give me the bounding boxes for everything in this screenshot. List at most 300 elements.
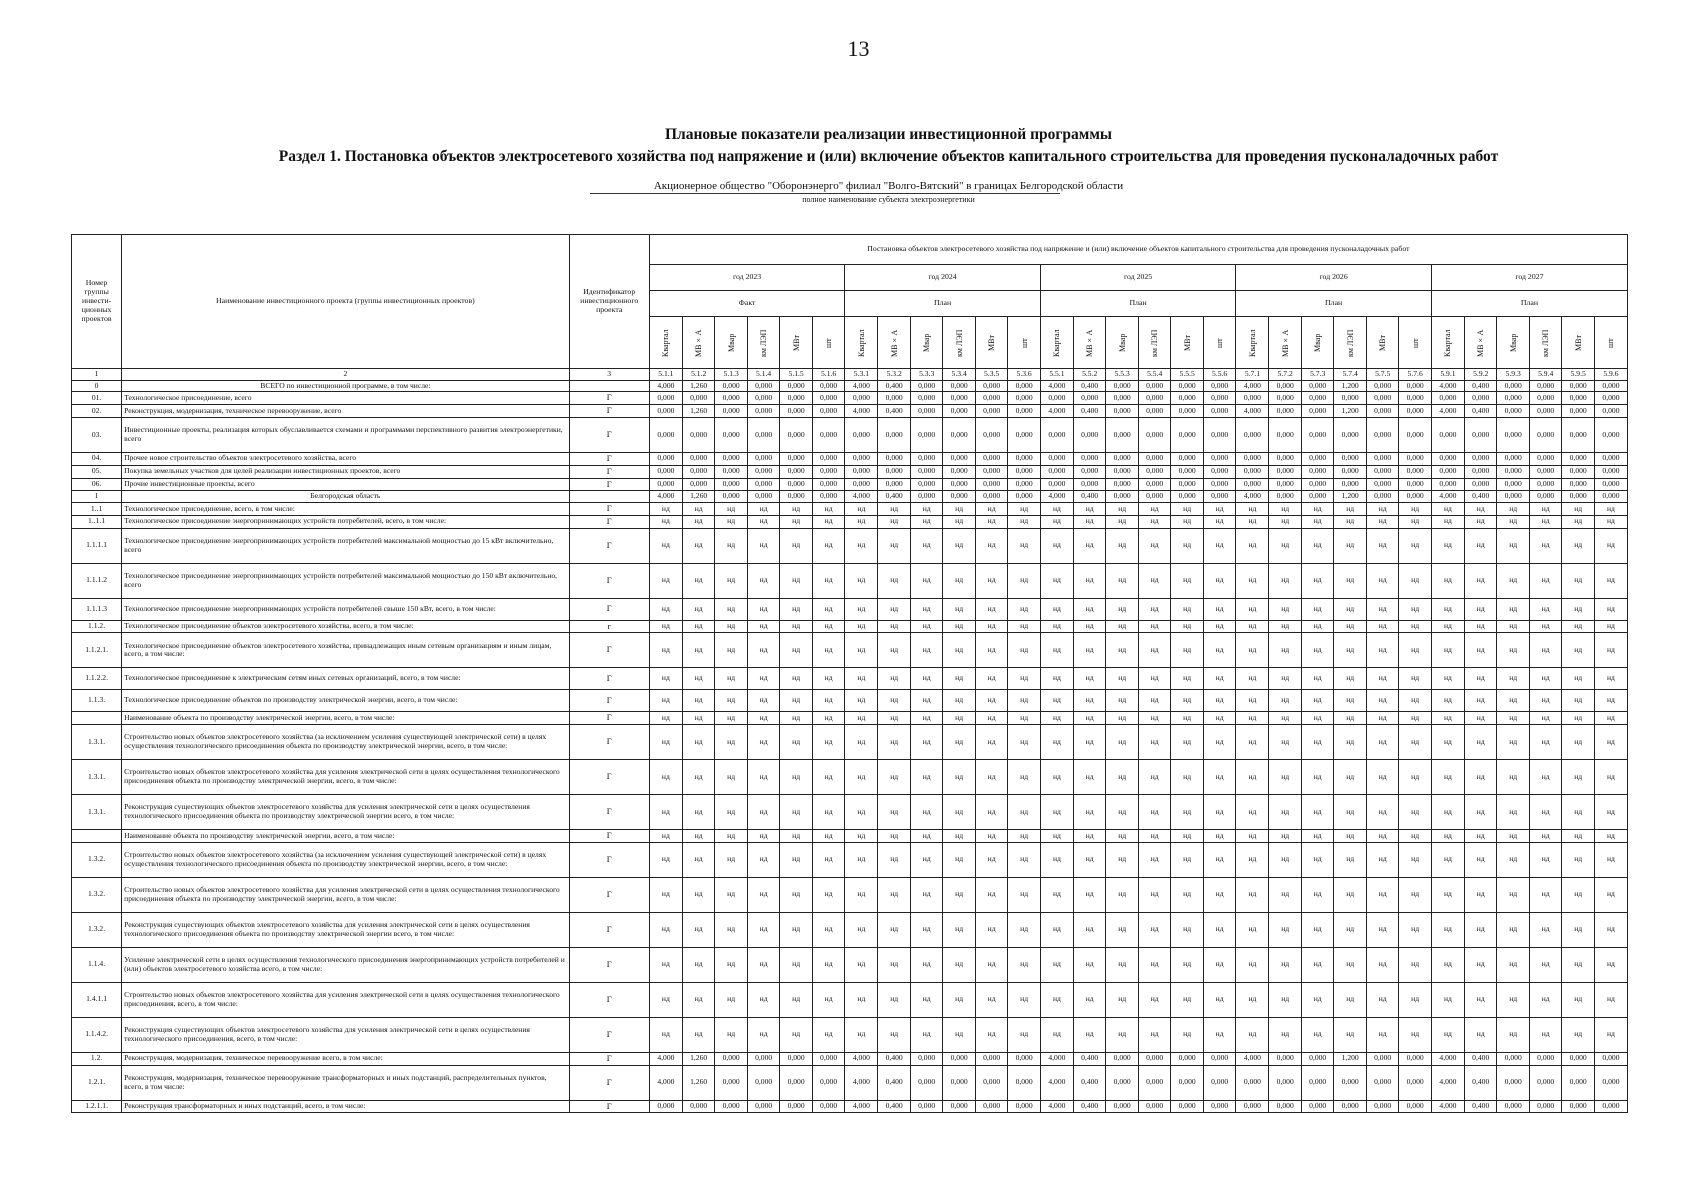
value-cell: нд — [780, 598, 812, 620]
value-cell: 0,000 — [1497, 417, 1529, 452]
value-cell: нд — [845, 668, 878, 690]
value-cell: нд — [715, 795, 747, 830]
value-cell: нд — [1399, 528, 1431, 563]
row-number: 01. — [72, 392, 122, 405]
value-cell: нд — [1269, 620, 1301, 633]
value-cell: нд — [1399, 830, 1431, 843]
value-cell: 0,000 — [1464, 465, 1496, 478]
header-unit-label: МВт — [1378, 334, 1388, 351]
value-cell: 0,000 — [910, 465, 942, 478]
value-cell: нд — [1203, 668, 1235, 690]
row-number: 1.1.1.3 — [72, 598, 122, 620]
value-cell: 0,000 — [1529, 465, 1561, 478]
header-unit — [649, 317, 682, 369]
value-cell: нд — [1529, 502, 1561, 515]
value-cell: нд — [1366, 690, 1398, 712]
header-kind: План — [1040, 291, 1236, 317]
row-name: Технологическое присоединение, всего, в том числе: — [122, 502, 569, 515]
value-cell: нд — [1594, 528, 1627, 563]
value-cell: 0,000 — [975, 380, 1007, 392]
value-cell: 1,200 — [1334, 491, 1366, 503]
value-cell: нд — [1138, 912, 1170, 947]
value-cell: 0,000 — [812, 417, 844, 452]
row-number: 1.1.1.2 — [72, 563, 122, 598]
index-cell: 5.3.4 — [943, 369, 975, 381]
value-cell: 0,000 — [1203, 1065, 1235, 1100]
value-cell: 0,000 — [1106, 1100, 1138, 1113]
table-row — [72, 417, 1628, 452]
index-cell: 5.3.3 — [910, 369, 942, 381]
value-cell: нд — [812, 620, 844, 633]
value-cell: нд — [1399, 712, 1431, 725]
value-cell: 0,400 — [1073, 1052, 1105, 1065]
value-cell: нд — [878, 795, 910, 830]
index-cell: 5.3.2 — [878, 369, 910, 381]
value-cell: нд — [1529, 1017, 1561, 1052]
value-cell: 0,000 — [1529, 478, 1561, 491]
value-cell: 0,000 — [1431, 417, 1464, 452]
value-cell: 4,000 — [845, 491, 878, 503]
value-cell: нд — [943, 620, 975, 633]
value-cell: 0,000 — [715, 1100, 747, 1113]
value-cell: 0,000 — [943, 380, 975, 392]
value-cell: нд — [715, 912, 747, 947]
value-cell: 4,000 — [649, 1065, 682, 1100]
value-cell: нд — [1236, 830, 1269, 843]
value-cell: нд — [1464, 830, 1496, 843]
value-cell: нд — [1008, 563, 1040, 598]
value-cell: 0,000 — [910, 1100, 942, 1113]
value-cell: нд — [943, 947, 975, 982]
value-cell: нд — [747, 515, 779, 528]
row-identifier: Г — [569, 515, 649, 528]
value-cell: нд — [1562, 502, 1594, 515]
value-cell: нд — [812, 502, 844, 515]
row-number: 1.1.4.2. — [72, 1017, 122, 1052]
value-cell: 0,000 — [747, 452, 779, 465]
value-cell: нд — [649, 620, 682, 633]
value-cell: 0,000 — [715, 452, 747, 465]
row-identifier: Г — [569, 760, 649, 795]
row-identifier: Г — [569, 633, 649, 668]
value-cell: нд — [845, 633, 878, 668]
value-cell: нд — [943, 760, 975, 795]
value-cell: 4,000 — [1431, 491, 1464, 503]
value-cell: 1,200 — [1334, 405, 1366, 418]
row-identifier: г — [569, 620, 649, 633]
value-cell: нд — [910, 947, 942, 982]
value-cell: нд — [1431, 830, 1464, 843]
value-cell: нд — [943, 502, 975, 515]
value-cell: 0,000 — [1269, 405, 1301, 418]
value-cell: нд — [1594, 725, 1627, 760]
value-cell: 0,000 — [1562, 491, 1594, 503]
value-cell: нд — [1269, 830, 1301, 843]
table-row — [72, 465, 1628, 478]
value-cell: 0,000 — [1529, 380, 1561, 392]
value-cell: нд — [943, 877, 975, 912]
value-cell: 4,000 — [1431, 405, 1464, 418]
value-cell: нд — [975, 712, 1007, 725]
value-cell: 0,000 — [1334, 465, 1366, 478]
row-number: 1 — [72, 491, 122, 503]
value-cell: 0,400 — [1464, 1052, 1496, 1065]
value-cell: нд — [715, 830, 747, 843]
value-cell: 4,000 — [845, 1100, 878, 1113]
value-cell: нд — [780, 830, 812, 843]
value-cell: 4,000 — [1040, 1065, 1073, 1100]
index-cell: 5.5.3 — [1106, 369, 1138, 381]
value-cell: нд — [1399, 668, 1431, 690]
value-cell: нд — [1138, 502, 1170, 515]
value-cell: нд — [1562, 668, 1594, 690]
row-name: Технологическое присоединение объектов электросетевого хозяйства, принадлежащих иным сетевым организациям и иным лицам, всего, в том числе: — [122, 633, 569, 668]
value-cell: 0,000 — [1106, 405, 1138, 418]
value-cell: нд — [1301, 947, 1333, 982]
value-cell: нд — [1040, 598, 1073, 620]
header-unit — [1399, 317, 1431, 369]
value-cell: 0,000 — [1594, 380, 1627, 392]
value-cell: 0,000 — [649, 392, 682, 405]
value-cell: 1,200 — [1334, 1052, 1366, 1065]
value-cell: нд — [1399, 620, 1431, 633]
value-cell: 0,000 — [747, 1100, 779, 1113]
value-cell: нд — [1562, 947, 1594, 982]
value-cell: нд — [1073, 690, 1105, 712]
value-cell: 0,000 — [910, 491, 942, 503]
value-cell: нд — [649, 668, 682, 690]
table-row — [72, 1065, 1628, 1100]
value-cell: нд — [878, 633, 910, 668]
table-row — [72, 528, 1628, 563]
value-cell: 0,000 — [910, 452, 942, 465]
value-cell: нд — [1203, 712, 1235, 725]
value-cell: нд — [747, 563, 779, 598]
value-cell: нд — [943, 633, 975, 668]
value-cell: 4,000 — [1431, 1052, 1464, 1065]
table-row — [72, 690, 1628, 712]
value-cell: нд — [1366, 842, 1398, 877]
index-cell: 5.7.1 — [1236, 369, 1269, 381]
value-cell: нд — [1236, 982, 1269, 1017]
value-cell: нд — [1138, 842, 1170, 877]
row-identifier: Г — [569, 417, 649, 452]
row-name: Усиление электрической сети в целях осуществления технологического присоединения энергопринимающих устройств потребителей и (или) объектов электросетевого хозяйства всего, в том числе: — [122, 947, 569, 982]
value-cell: нд — [747, 842, 779, 877]
row-identifier: Г — [569, 598, 649, 620]
value-cell: нд — [1301, 598, 1333, 620]
value-cell: 0,000 — [1171, 405, 1203, 418]
value-cell: нд — [1464, 563, 1496, 598]
table-row — [72, 1052, 1628, 1065]
value-cell: 0,000 — [1008, 478, 1040, 491]
row-identifier: Г — [569, 392, 649, 405]
value-cell: нд — [649, 947, 682, 982]
row-name: Технологическое присоединение энергопринимающих устройств потребителей, всего, в том числе: — [122, 515, 569, 528]
value-cell: 0,400 — [1073, 1065, 1105, 1100]
value-cell: нд — [780, 947, 812, 982]
value-cell: 0,000 — [1464, 478, 1496, 491]
row-name: Технологическое присоединение энергопринимающих устройств потребителей максимальной мощностью до 150 кВт включительно, всего — [122, 563, 569, 598]
header-unit-label: МВ×А — [694, 328, 704, 357]
value-cell: нд — [878, 515, 910, 528]
header-unit — [1106, 317, 1138, 369]
value-cell: 0,400 — [1073, 1100, 1105, 1113]
value-cell: 0,000 — [975, 1065, 1007, 1100]
value-cell: нд — [1431, 982, 1464, 1017]
row-number: 1.1.2.1. — [72, 633, 122, 668]
value-cell: нд — [1497, 1017, 1529, 1052]
value-cell: нд — [1594, 760, 1627, 795]
value-cell: нд — [1562, 528, 1594, 563]
row-name: Строительство новых объектов электросетевого хозяйства (за исключением усиления существующей электрической сети) в целях осуществления технологического присоединения объекта по производству электрической энергии, всего, в том числе: — [122, 725, 569, 760]
value-cell: 0,000 — [1562, 405, 1594, 418]
value-cell: нд — [649, 712, 682, 725]
value-cell: нд — [1431, 563, 1464, 598]
value-cell: 0,000 — [910, 405, 942, 418]
value-cell: нд — [747, 982, 779, 1017]
value-cell: 0,000 — [975, 465, 1007, 478]
value-cell: нд — [1431, 598, 1464, 620]
value-cell: 4,000 — [845, 1052, 878, 1065]
value-cell: 0,000 — [1106, 417, 1138, 452]
value-cell: нд — [1171, 982, 1203, 1017]
value-cell: нд — [1399, 1017, 1431, 1052]
value-cell: нд — [1529, 947, 1561, 982]
value-cell: нд — [649, 515, 682, 528]
value-cell: нд — [975, 912, 1007, 947]
value-cell: 0,000 — [715, 380, 747, 392]
value-cell: 0,000 — [1366, 405, 1398, 418]
row-name: Реконструкция существующих объектов электросетевого хозяйства для усиления электрической сети в целях осуществления технологического присоединения объекта по производству электрической энергии всего, в том числе: — [122, 795, 569, 830]
value-cell: нд — [1171, 830, 1203, 843]
value-cell: 0,000 — [1399, 405, 1431, 418]
value-cell: нд — [1529, 528, 1561, 563]
table-row — [72, 563, 1628, 598]
value-cell: нд — [1464, 515, 1496, 528]
value-cell: 0,000 — [845, 392, 878, 405]
value-cell: нд — [1171, 690, 1203, 712]
value-cell: нд — [1203, 760, 1235, 795]
value-cell: 0,400 — [1073, 380, 1105, 392]
value-cell: нд — [1171, 1017, 1203, 1052]
value-cell: нд — [1073, 760, 1105, 795]
value-cell: нд — [1171, 712, 1203, 725]
value-cell: 0,000 — [1497, 452, 1529, 465]
value-cell: нд — [1399, 760, 1431, 795]
header-project-name: Наименование инвестиционного проекта (группы инвестиционных проектов) — [122, 235, 569, 369]
row-name: Реконструкция существующих объектов электросетевого хозяйства для усиления электрической сети в целях осуществления технологического присоединения объекта по производству электрической энергии всего, в том числе: — [122, 912, 569, 947]
value-cell: 0,000 — [1236, 417, 1269, 452]
row-identifier: Г — [569, 830, 649, 843]
header-unit-label: Квартал — [661, 328, 671, 357]
value-cell: 4,000 — [1236, 380, 1269, 392]
value-cell: нд — [1040, 725, 1073, 760]
header-unit-label: км ЛЭП — [1345, 328, 1355, 357]
table-row — [72, 491, 1628, 503]
value-cell: 0,000 — [1171, 1100, 1203, 1113]
value-cell: нд — [1073, 877, 1105, 912]
value-cell: нд — [1334, 842, 1366, 877]
value-cell: нд — [878, 712, 910, 725]
value-cell: 4,000 — [1040, 1052, 1073, 1065]
header-unit — [780, 317, 812, 369]
value-cell: нд — [1040, 633, 1073, 668]
value-cell: 4,000 — [649, 1052, 682, 1065]
value-cell: нд — [1073, 725, 1105, 760]
value-cell: нд — [1464, 1017, 1496, 1052]
value-cell: 0,000 — [747, 478, 779, 491]
value-cell: нд — [1106, 725, 1138, 760]
value-cell: 0,400 — [878, 405, 910, 418]
value-cell: нд — [1431, 760, 1464, 795]
value-cell: нд — [878, 690, 910, 712]
value-cell: нд — [1334, 528, 1366, 563]
value-cell: нд — [1334, 912, 1366, 947]
value-cell: нд — [878, 598, 910, 620]
value-cell: нд — [1529, 668, 1561, 690]
value-cell: 0,000 — [845, 465, 878, 478]
row-identifier: Г — [569, 725, 649, 760]
value-cell: 0,000 — [1399, 380, 1431, 392]
header-unit-label: км ЛЭП — [1541, 328, 1551, 357]
value-cell: 0,000 — [943, 392, 975, 405]
value-cell: нд — [1334, 712, 1366, 725]
header-unit — [747, 317, 779, 369]
header-unit-label: МВ×А — [889, 328, 899, 357]
value-cell: нд — [1236, 502, 1269, 515]
value-cell: нд — [682, 725, 714, 760]
value-cell: 0,000 — [1529, 1065, 1561, 1100]
header-unit-label: шт — [1410, 337, 1420, 348]
value-cell: 0,000 — [1236, 465, 1269, 478]
value-cell: 1,260 — [682, 380, 714, 392]
row-identifier: Г — [569, 795, 649, 830]
value-cell: нд — [780, 842, 812, 877]
value-cell: 4,000 — [1236, 491, 1269, 503]
value-cell: 0,000 — [1464, 392, 1496, 405]
value-cell: нд — [1269, 598, 1301, 620]
value-cell: нд — [1073, 668, 1105, 690]
row-identifier — [569, 380, 649, 392]
index-cell: 5.7.5 — [1366, 369, 1398, 381]
value-cell: нд — [1073, 620, 1105, 633]
value-cell: нд — [975, 528, 1007, 563]
value-cell: нд — [1171, 912, 1203, 947]
value-cell: 0,400 — [878, 1065, 910, 1100]
value-cell: 0,000 — [1497, 1065, 1529, 1100]
value-cell: нд — [943, 842, 975, 877]
header-unit — [878, 317, 910, 369]
value-cell: нд — [1138, 528, 1170, 563]
value-cell: нд — [1269, 712, 1301, 725]
value-cell: 4,000 — [1040, 405, 1073, 418]
row-number: 1.3.2. — [72, 912, 122, 947]
value-cell: нд — [1594, 982, 1627, 1017]
value-cell: 0,000 — [812, 380, 844, 392]
value-cell: нд — [845, 725, 878, 760]
value-cell: нд — [1008, 690, 1040, 712]
value-cell: 0,000 — [747, 417, 779, 452]
value-cell: 0,000 — [943, 1065, 975, 1100]
value-cell: нд — [682, 528, 714, 563]
value-cell: нд — [1497, 598, 1529, 620]
value-cell: нд — [910, 842, 942, 877]
value-cell: нд — [845, 795, 878, 830]
value-cell: 4,000 — [1431, 1065, 1464, 1100]
value-cell: нд — [812, 668, 844, 690]
row-name: Прочие инвестиционные проекты, всего — [122, 478, 569, 491]
value-cell: нд — [1203, 690, 1235, 712]
table-row — [72, 1017, 1628, 1052]
table-row — [72, 760, 1628, 795]
value-cell: 0,000 — [1301, 465, 1333, 478]
value-cell: нд — [1529, 842, 1561, 877]
value-cell: 4,000 — [1040, 491, 1073, 503]
value-cell: 0,000 — [1008, 465, 1040, 478]
row-number: 1.1.3. — [72, 690, 122, 712]
value-cell: нд — [1594, 842, 1627, 877]
value-cell: нд — [1138, 725, 1170, 760]
value-cell: нд — [1171, 502, 1203, 515]
value-cell: нд — [1431, 947, 1464, 982]
value-cell: нд — [682, 760, 714, 795]
value-cell: 0,000 — [780, 405, 812, 418]
value-cell: 0,000 — [1594, 465, 1627, 478]
value-cell: нд — [682, 668, 714, 690]
row-name: Технологическое присоединение объектов электросетевого хозяйства, всего, в том числе: — [122, 620, 569, 633]
value-cell: нд — [1106, 690, 1138, 712]
value-cell: нд — [1236, 725, 1269, 760]
index-cell: 5.7.3 — [1301, 369, 1333, 381]
value-cell: нд — [1366, 515, 1398, 528]
value-cell: 0,000 — [715, 405, 747, 418]
value-cell: нд — [1497, 795, 1529, 830]
row-name: Наименование объекта по производству электрической энергии, всего, в том числе: — [122, 830, 569, 843]
value-cell: 0,000 — [780, 392, 812, 405]
value-cell: нд — [845, 947, 878, 982]
value-cell: нд — [975, 947, 1007, 982]
value-cell: нд — [1171, 620, 1203, 633]
value-cell: 0,000 — [649, 1100, 682, 1113]
value-cell: 0,000 — [1399, 417, 1431, 452]
value-cell: нд — [910, 1017, 942, 1052]
value-cell: нд — [943, 795, 975, 830]
value-cell: нд — [1236, 912, 1269, 947]
header-unit-label: Мвар — [1313, 333, 1323, 352]
value-cell: нд — [1040, 620, 1073, 633]
value-cell: 4,000 — [649, 380, 682, 392]
row-identifier: Г — [569, 712, 649, 725]
value-cell: нд — [682, 502, 714, 515]
value-cell: нд — [1301, 563, 1333, 598]
value-cell: 0,000 — [943, 478, 975, 491]
value-cell: 0,000 — [975, 405, 1007, 418]
value-cell: нд — [1529, 620, 1561, 633]
header-unit — [910, 317, 942, 369]
value-cell: 0,000 — [878, 417, 910, 452]
value-cell: нд — [780, 725, 812, 760]
value-cell: нд — [1269, 877, 1301, 912]
value-cell: нд — [1529, 830, 1561, 843]
value-cell: 0,000 — [1334, 417, 1366, 452]
investment-table — [71, 234, 1628, 1113]
header-kind: План — [1431, 291, 1627, 317]
value-cell: нд — [1073, 982, 1105, 1017]
header-unit — [845, 317, 878, 369]
value-cell: нд — [1171, 760, 1203, 795]
row-number: 1.2.1.1. — [72, 1100, 122, 1113]
